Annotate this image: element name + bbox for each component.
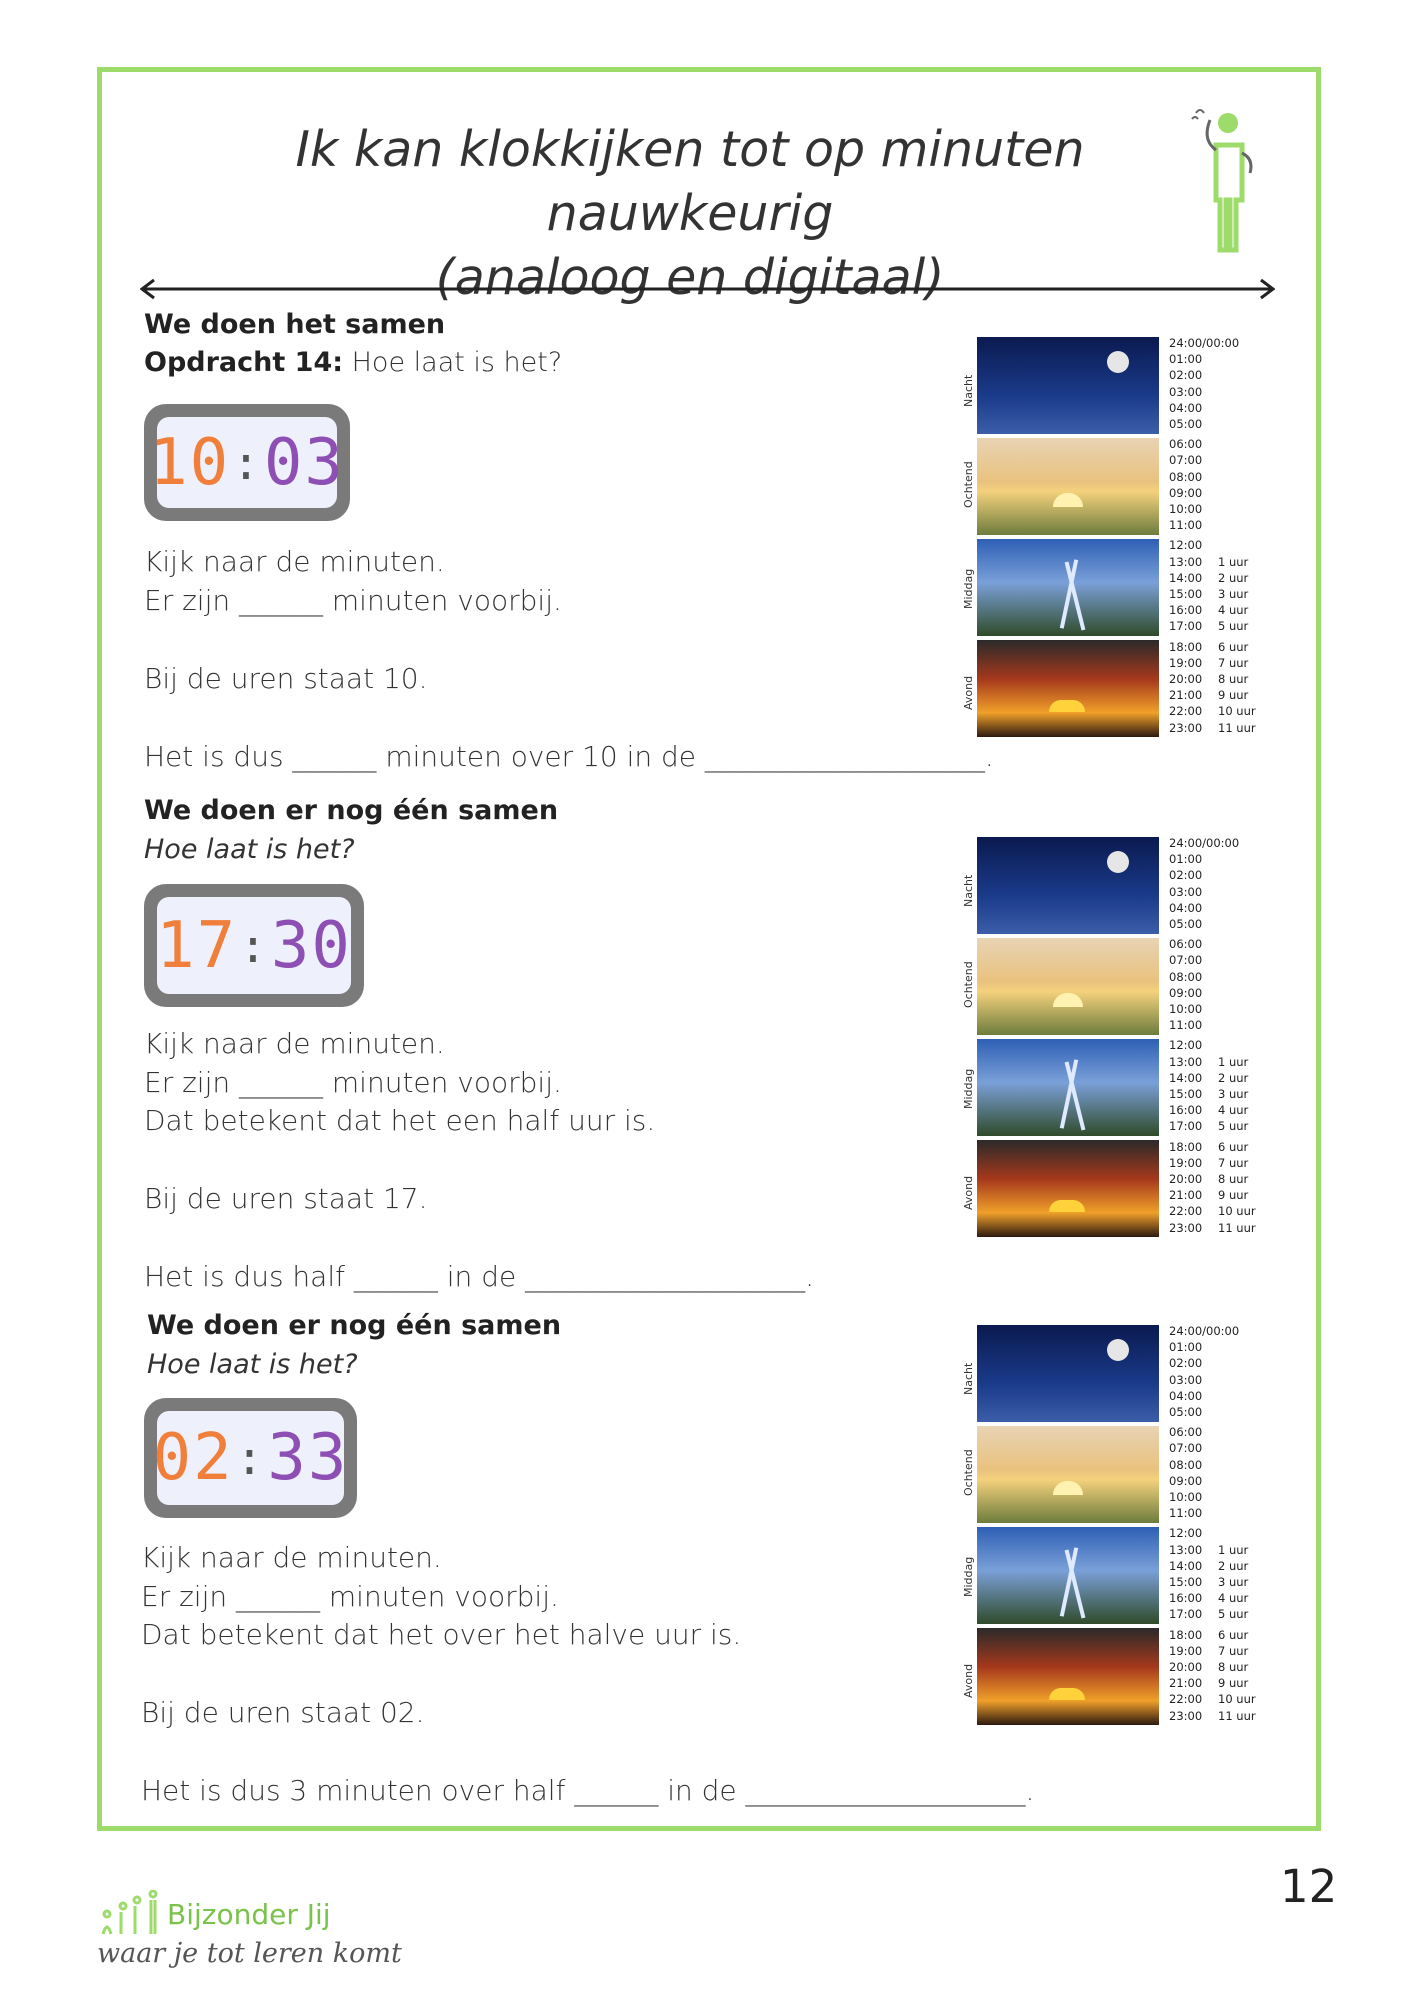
hour-label: 01:00 — [1169, 352, 1203, 367]
night-photo — [977, 837, 1159, 934]
s1-line-3: Bij de uren staat 10. — [144, 662, 428, 695]
period-label-ochtend: Ochtend — [962, 961, 975, 1008]
night-photo — [977, 337, 1159, 434]
clock-2-hours: 17 — [156, 908, 238, 983]
logo-brand: Bijzonder Jij — [167, 1898, 331, 1931]
hour-label: 20:00 — [1169, 1172, 1203, 1187]
s1-line-4: Het is dus ______ minuten over 10 in de ____________________. — [144, 740, 994, 773]
pm-hour-label: 1 uur — [1218, 1054, 1249, 1069]
hour-label: 13:00 — [1169, 554, 1203, 569]
period-label-middag: Middag — [962, 568, 975, 609]
s3-line-2: Er zijn ______ minuten voorbij. — [141, 1580, 559, 1613]
pm-hour-label: 7 uur — [1218, 655, 1249, 670]
hour-label: 19:00 — [1169, 655, 1203, 670]
hour-label: 18:00 — [1169, 1139, 1203, 1154]
digital-clock-1: 10 : 03 — [144, 404, 350, 521]
evening-photo — [977, 1140, 1159, 1237]
logo-figures-icon — [97, 1890, 163, 1936]
sunset-icon — [1049, 1200, 1085, 1212]
time-of-day-strip — [977, 1325, 1159, 1725]
clock-3-minutes: 33 — [267, 1421, 349, 1495]
hour-label: 12:00 — [1169, 1526, 1203, 1541]
hour-label: 23:00 — [1169, 1220, 1203, 1235]
hour-label: 09:00 — [1169, 1473, 1203, 1488]
hour-label: 04:00 — [1169, 400, 1203, 415]
hour-label: 16:00 — [1169, 1591, 1203, 1606]
hour-label: 08:00 — [1169, 469, 1203, 484]
hour-label: 03:00 — [1169, 384, 1203, 399]
hour-label: 13:00 — [1169, 1542, 1203, 1557]
period-label-ochtend: Ochtend — [962, 1449, 975, 1496]
hour-label: 09:00 — [1169, 985, 1203, 1000]
s1-line-1: Kijk naar de minuten. — [144, 545, 445, 578]
hour-label: 02:00 — [1169, 1356, 1203, 1371]
hour-label: 23:00 — [1169, 720, 1203, 735]
pm-hour-label: 2 uur — [1218, 1070, 1249, 1085]
hour-label: 06:00 — [1169, 437, 1203, 452]
section-3-heading: We doen er nog één samen — [147, 1310, 562, 1341]
digital-clock-3: 02 : 33 — [144, 1398, 357, 1518]
afternoon-photo — [977, 539, 1159, 636]
pm-hour-label: 1 uur — [1218, 554, 1249, 569]
period-label-middag: Middag — [962, 1068, 975, 1109]
period-label-nacht: Nacht — [962, 374, 975, 407]
period-label-nacht: Nacht — [962, 874, 975, 907]
moon-icon — [1107, 351, 1129, 373]
s2-line-2: Er zijn ______ minuten voorbij. — [144, 1066, 562, 1099]
period-label-ochtend: Ochtend — [962, 461, 975, 508]
hour-label: 18:00 — [1169, 1627, 1203, 1642]
pm-hour-label: 4 uur — [1218, 603, 1249, 618]
pm-hour-label: 6 uur — [1218, 1627, 1249, 1642]
hour-label: 21:00 — [1169, 1188, 1203, 1203]
clock-2-minutes: 30 — [270, 908, 352, 983]
pm-hour-label: 9 uur — [1218, 1188, 1249, 1203]
pm-hour-label: 8 uur — [1218, 1172, 1249, 1187]
pm-hour-label: 11 uur — [1218, 1708, 1256, 1723]
hour-label: 08:00 — [1169, 1457, 1203, 1472]
pm-hour-label: 9 uur — [1218, 688, 1249, 703]
hour-label: 11:00 — [1169, 1018, 1203, 1033]
hour-label: 16:00 — [1169, 603, 1203, 618]
pm-hour-label: 10 uur — [1218, 704, 1256, 719]
period-label-avond: Avond — [962, 675, 975, 710]
pm-hour-label: 8 uur — [1218, 672, 1249, 687]
moon-icon — [1107, 1339, 1129, 1361]
s3-line-4: Bij de uren staat 02. — [141, 1696, 425, 1729]
section-1-heading: We doen het samen — [144, 309, 446, 340]
hour-label: 10:00 — [1169, 1002, 1203, 1017]
hour-label: 12:00 — [1169, 538, 1203, 553]
hour-label: 17:00 — [1169, 619, 1203, 634]
hour-label: 13:00 — [1169, 1054, 1203, 1069]
pm-hours-list — [1218, 1542, 1256, 1724]
hour-label: 22:00 — [1169, 704, 1203, 719]
hour-label: 04:00 — [1169, 1388, 1203, 1403]
hour-label: 11:00 — [1169, 518, 1203, 533]
opdracht-14 — [144, 347, 562, 378]
hour-label: 20:00 — [1169, 1660, 1203, 1675]
pm-hour-label: 1 uur — [1218, 1542, 1249, 1557]
pm-hour-label: 6 uur — [1218, 1139, 1249, 1154]
pm-hour-label: 5 uur — [1218, 1119, 1249, 1134]
pm-hour-label: 5 uur — [1218, 1607, 1249, 1622]
pm-hour-label: 4 uur — [1218, 1103, 1249, 1118]
pm-hour-label: 7 uur — [1218, 1643, 1249, 1658]
hour-label: 03:00 — [1169, 884, 1203, 899]
hour-label: 15:00 — [1169, 587, 1203, 602]
hour-label: 14:00 — [1169, 570, 1203, 585]
pm-hour-label: 2 uur — [1218, 570, 1249, 585]
hour-label: 03:00 — [1169, 1372, 1203, 1387]
s2-line-5: Het is dus half ______ in de ____________________. — [144, 1260, 815, 1293]
hour-label: 08:00 — [1169, 969, 1203, 984]
thinking-person-icon — [1180, 105, 1260, 265]
hour-label: 15:00 — [1169, 1087, 1203, 1102]
pm-hour-label: 2 uur — [1218, 1558, 1249, 1573]
hour-label: 21:00 — [1169, 688, 1203, 703]
hour-label: 07:00 — [1169, 953, 1203, 968]
sunrise-icon — [1053, 493, 1083, 507]
hour-label: 06:00 — [1169, 1425, 1203, 1440]
opdracht-question: Hoe laat is het? — [343, 347, 563, 378]
hour-label: 10:00 — [1169, 502, 1203, 517]
s3-line-1: Kijk naar de minuten. — [141, 1541, 442, 1574]
period-label-middag: Middag — [962, 1556, 975, 1597]
hour-label: 02:00 — [1169, 368, 1203, 383]
s2-line-1: Kijk naar de minuten. — [144, 1027, 445, 1060]
s2-line-3: Dat betekent dat het een half uur is. — [144, 1104, 656, 1137]
page-number: 12 — [1280, 1860, 1338, 1913]
afternoon-photo — [977, 1039, 1159, 1136]
title-line-1: Ik kan klokkijken tot op minuten nauwkeurig — [295, 121, 1085, 242]
sunrise-icon — [1053, 1481, 1083, 1495]
hour-label: 24:00/00:00 — [1169, 1324, 1240, 1338]
s2-line-4: Bij de uren staat 17. — [144, 1182, 428, 1215]
morning-photo — [977, 938, 1159, 1035]
pm-hour-label: 3 uur — [1218, 1087, 1249, 1101]
pm-hour-label: 9 uur — [1218, 1676, 1249, 1691]
hour-label: 07:00 — [1169, 453, 1203, 468]
hour-label: 05:00 — [1169, 917, 1203, 932]
morning-photo — [977, 1426, 1159, 1523]
time-of-day-strip — [977, 337, 1159, 737]
hour-label: 14:00 — [1169, 1558, 1203, 1573]
s1-line-2: Er zijn ______ minuten voorbij. — [144, 584, 562, 617]
sunset-icon — [1049, 700, 1085, 712]
hour-label: 07:00 — [1169, 1441, 1203, 1456]
hour-label: 24:00/00:00 — [1169, 836, 1240, 850]
hour-label: 16:00 — [1169, 1103, 1203, 1118]
evening-photo — [977, 1628, 1159, 1725]
pm-hour-label: 3 uur — [1218, 587, 1249, 601]
time-of-day-strip — [977, 837, 1159, 1237]
period-label-avond: Avond — [962, 1663, 975, 1698]
hour-label: 22:00 — [1169, 1692, 1203, 1707]
hour-label: 05:00 — [1169, 1405, 1203, 1420]
pm-hour-label: 11 uur — [1218, 1220, 1256, 1235]
pm-hour-label: 6 uur — [1218, 639, 1249, 654]
pm-hours-list — [1218, 1054, 1256, 1236]
hour-label: 01:00 — [1169, 1340, 1203, 1355]
hour-label: 17:00 — [1169, 1119, 1203, 1134]
title-line-2: (analoog en digitaal) — [435, 249, 945, 306]
bijzonder-jij-logo — [97, 1890, 402, 1969]
hour-label: 01:00 — [1169, 852, 1203, 867]
double-arrow-line — [140, 274, 1275, 304]
s3-line-3: Dat betekent dat het over het halve uur is. — [141, 1618, 742, 1651]
afternoon-photo — [977, 1527, 1159, 1624]
hour-label: 10:00 — [1169, 1490, 1203, 1505]
clock-1-hours: 10 — [149, 425, 231, 500]
pm-hour-label: 10 uur — [1218, 1204, 1256, 1219]
hour-label: 19:00 — [1169, 1155, 1203, 1170]
period-label-nacht: Nacht — [962, 1362, 975, 1395]
period-label-avond: Avond — [962, 1175, 975, 1210]
sunset-icon — [1049, 1688, 1085, 1700]
hour-label: 21:00 — [1169, 1676, 1203, 1691]
hour-label: 06:00 — [1169, 937, 1203, 952]
moon-icon — [1107, 851, 1129, 873]
opdracht-label: Opdracht 14: — [144, 347, 344, 378]
morning-photo — [977, 438, 1159, 535]
pm-hour-label: 4 uur — [1218, 1591, 1249, 1606]
logo-tagline: waar je tot leren komt — [97, 1938, 402, 1969]
pm-hour-label: 8 uur — [1218, 1660, 1249, 1675]
pm-hours-list — [1218, 554, 1256, 736]
s3-line-5: Het is dus 3 minuten over half ______ in de ____________________. — [141, 1774, 1035, 1807]
hour-label: 18:00 — [1169, 639, 1203, 654]
pm-hour-label: 11 uur — [1218, 720, 1256, 735]
hour-label: 12:00 — [1169, 1038, 1203, 1053]
night-photo — [977, 1325, 1159, 1422]
pm-hour-label: 3 uur — [1218, 1575, 1249, 1589]
pm-hour-label: 7 uur — [1218, 1155, 1249, 1170]
digital-clock-2: 17 : 30 — [144, 884, 364, 1007]
hour-label: 24:00/00:00 — [1169, 336, 1240, 350]
hour-label: 17:00 — [1169, 1607, 1203, 1622]
hour-label: 09:00 — [1169, 485, 1203, 500]
hour-label: 23:00 — [1169, 1708, 1203, 1723]
hour-label: 20:00 — [1169, 672, 1203, 687]
hour-label: 15:00 — [1169, 1575, 1203, 1590]
section-2-question: Hoe laat is het? — [144, 834, 355, 865]
hour-label: 05:00 — [1169, 417, 1203, 432]
hour-label: 11:00 — [1169, 1506, 1203, 1521]
section-3-question: Hoe laat is het? — [147, 1349, 358, 1380]
hour-label: 19:00 — [1169, 1643, 1203, 1658]
pm-hour-label: 5 uur — [1218, 619, 1249, 634]
clock-3-hours: 02 — [152, 1421, 234, 1495]
hour-label: 04:00 — [1169, 900, 1203, 915]
hour-label: 02:00 — [1169, 868, 1203, 883]
clock-1-minutes: 03 — [263, 425, 345, 500]
sunrise-icon — [1053, 993, 1083, 1007]
section-2-heading: We doen er nog één samen — [144, 795, 559, 826]
evening-photo — [977, 640, 1159, 737]
hour-label: 14:00 — [1169, 1070, 1203, 1085]
hour-label: 22:00 — [1169, 1204, 1203, 1219]
pm-hour-label: 10 uur — [1218, 1692, 1256, 1707]
